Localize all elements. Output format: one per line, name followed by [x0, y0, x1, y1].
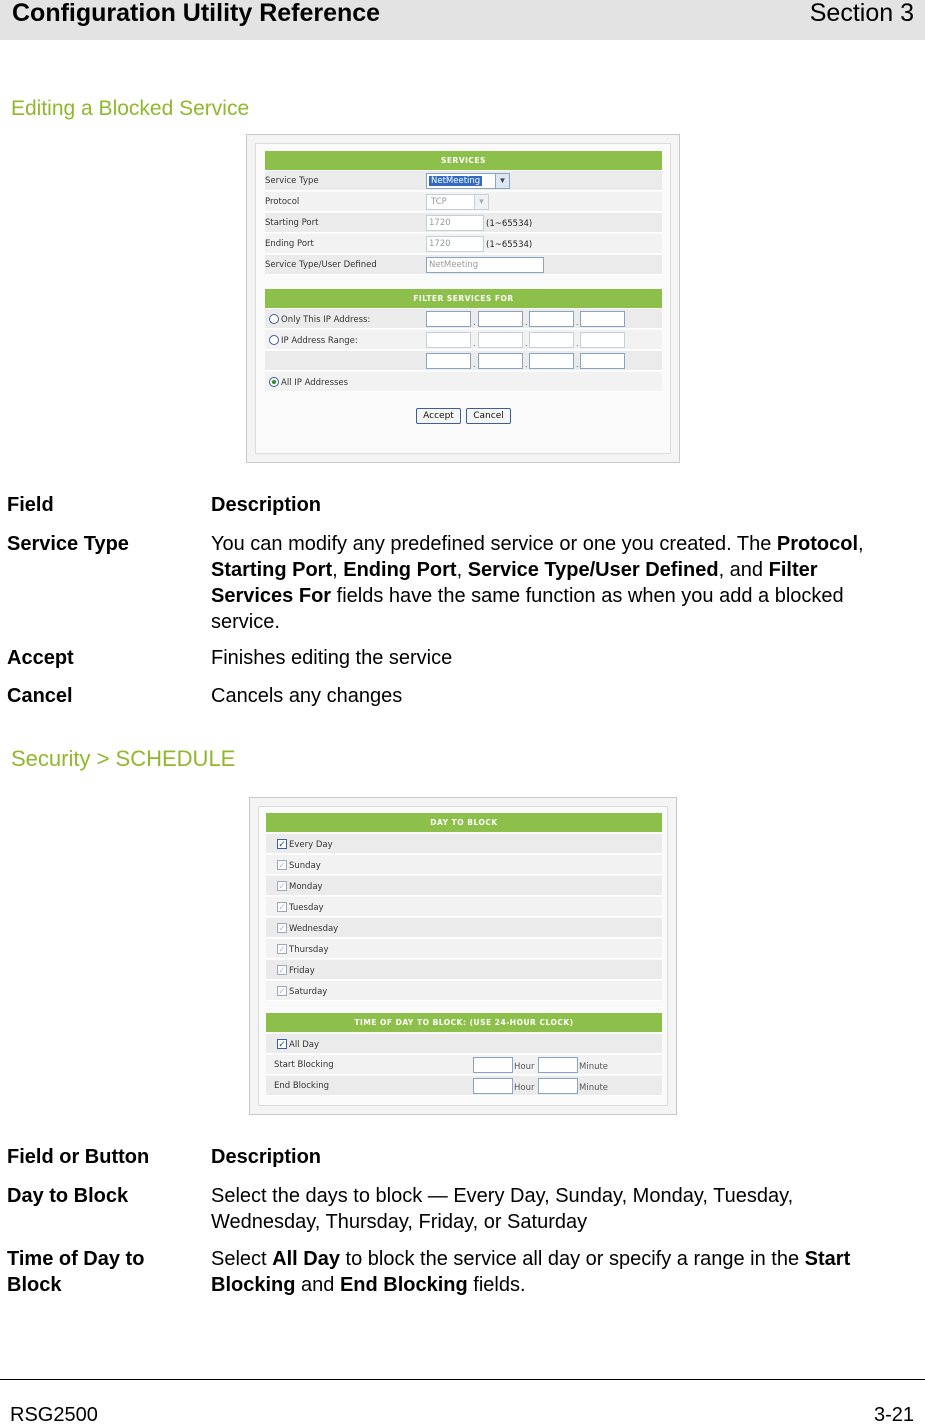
ip-dot: .: [473, 317, 476, 327]
wednesday-label: Wednesday: [289, 924, 339, 934]
ip-dot: .: [576, 338, 579, 348]
all-ip-label: All IP Addresses: [281, 378, 349, 388]
starting-port-input[interactable]: [426, 215, 484, 231]
table2-field-header: Field or Button: [7, 1146, 150, 1168]
figure1-caption: Editing a Blocked Service: [11, 97, 250, 120]
wednesday-checkbox[interactable]: ✓: [278, 923, 286, 933]
ip-range-label: IP Address Range:: [281, 336, 358, 346]
accept-button[interactable]: Accept: [416, 408, 461, 424]
only-ip-octet-1[interactable]: [426, 311, 471, 327]
footer-model: RSG2500: [10, 1404, 98, 1425]
range-end-octet-4[interactable]: [580, 353, 625, 369]
term-cancel: Cancel: [7, 685, 73, 707]
ending-port-value: 1720: [429, 239, 451, 249]
only-ip-octet-4[interactable]: [580, 311, 625, 327]
table2-description-header: Description: [211, 1146, 322, 1168]
service-type-label: Service Type: [265, 176, 319, 186]
end-minute-input[interactable]: [538, 1078, 578, 1094]
protocol-value: TCP: [431, 197, 447, 207]
user-defined-input[interactable]: [426, 257, 544, 273]
services-bar: SERVICES: [265, 151, 662, 170]
friday-label: Friday: [289, 966, 315, 976]
time-of-day-bar: TIME OF DAY TO BLOCK: (USE 24-HOUR CLOCK): [266, 1013, 662, 1032]
end-minute-label: Minute: [579, 1083, 609, 1093]
user-defined-value: NetMeeting: [429, 260, 479, 270]
range-start-octet-1[interactable]: [426, 332, 471, 348]
page-header: [0, 0, 925, 40]
all-day-checkbox[interactable]: ✓: [278, 1039, 286, 1049]
ending-port-label: Ending Port: [265, 239, 314, 249]
range-end-octet-2[interactable]: [478, 353, 523, 369]
service-type-value: NetMeeting: [431, 176, 481, 186]
desc-accept: Finishes editing the service: [211, 647, 453, 669]
starting-port-label: Starting Port: [265, 218, 319, 228]
every-day-checkbox[interactable]: ✓: [278, 839, 286, 849]
edit-blocked-service-screenshot: [246, 134, 680, 463]
only-ip-label: Only This IP Address:: [281, 315, 371, 325]
ip-dot: .: [525, 317, 528, 327]
ip-dot: .: [576, 317, 579, 327]
saturday-label: Saturday: [289, 987, 328, 997]
term-accept: Accept: [7, 647, 74, 669]
end-hour-input[interactable]: [473, 1078, 513, 1094]
header-title: Configuration Utility Reference: [12, 0, 381, 27]
day-row-friday: [266, 960, 662, 980]
filter-services-bar: FILTER SERVICES FOR: [265, 289, 662, 308]
saturday-checkbox[interactable]: ✓: [278, 986, 286, 996]
user-defined-label: Service Type/User Defined: [265, 260, 377, 270]
all-day-row: [266, 1034, 662, 1054]
every-day-label: Every Day: [289, 840, 333, 850]
end-hour-label: Hour: [514, 1083, 535, 1093]
term-service-type: Service Type: [7, 533, 129, 555]
ip-dot: .: [576, 359, 579, 369]
schedule-screenshot: [249, 797, 677, 1115]
desc-day-to-block: Select the days to block — Every Day, Sunday, Monday, Tuesday, Wednesday, Thursday, Friday, or Saturday: [211, 1185, 794, 1233]
starting-port-value: 1720: [429, 218, 451, 228]
figure2-caption: Security > SCHEDULE: [11, 746, 236, 771]
tuesday-label: Tuesday: [289, 903, 324, 913]
chevron-down-icon: ▼: [474, 195, 488, 209]
starting-port-hint: (1~65534): [486, 219, 533, 229]
only-ip-radio[interactable]: [269, 314, 279, 324]
footer-page-number: 3-21: [873, 1404, 914, 1425]
table1-field-header: Field: [7, 494, 54, 516]
ending-port-hint: (1~65534): [486, 240, 533, 250]
day-row-monday: [266, 876, 662, 896]
start-minute-label: Minute: [579, 1062, 609, 1072]
day-to-block-bar: DAY TO BLOCK: [266, 813, 662, 832]
only-ip-octet-3[interactable]: [529, 311, 574, 327]
day-row-tuesday: [266, 897, 662, 917]
range-start-octet-2[interactable]: [478, 332, 523, 348]
friday-checkbox[interactable]: ✓: [278, 965, 286, 975]
chevron-down-icon: ▼: [495, 174, 509, 188]
footer-rule: [0, 1379, 925, 1380]
ip-dot: .: [473, 359, 476, 369]
cancel-button[interactable]: Cancel: [466, 408, 511, 424]
header-section: Section 3: [809, 0, 914, 27]
ip-dot: .: [473, 338, 476, 348]
start-hour-label: Hour: [514, 1062, 535, 1072]
sunday-checkbox[interactable]: ✓: [278, 860, 286, 870]
monday-checkbox[interactable]: ✓: [278, 881, 286, 891]
term-day-to-block: Day to Block: [7, 1185, 129, 1207]
term-time-of-day: Time of Day to Block: [7, 1248, 145, 1296]
range-start-octet-4[interactable]: [580, 332, 625, 348]
range-end-octet-1[interactable]: [426, 353, 471, 369]
day-row-sunday: [266, 855, 662, 875]
desc-time-of-day: Select All Day to block the service all day or specify a range in the Start Blocking and End Blocking fields.: [211, 1248, 851, 1296]
all-ip-radio[interactable]: [269, 377, 279, 387]
ip-dot: .: [525, 338, 528, 348]
ip-dot: .: [525, 359, 528, 369]
range-start-octet-3[interactable]: [529, 332, 574, 348]
service-type-select[interactable]: [426, 173, 510, 189]
desc-cancel: Cancels any changes: [211, 685, 403, 707]
table1-description-header: Description: [211, 494, 322, 516]
sunday-label: Sunday: [289, 861, 321, 871]
thursday-label: Thursday: [289, 945, 329, 955]
tuesday-checkbox[interactable]: ✓: [278, 902, 286, 912]
end-blocking-label: End Blocking: [274, 1081, 329, 1091]
protocol-label: Protocol: [265, 197, 300, 207]
ending-port-input[interactable]: [426, 236, 484, 252]
ip-range-radio[interactable]: [269, 335, 279, 345]
all-day-label: All Day: [289, 1040, 320, 1050]
start-minute-input[interactable]: [538, 1057, 578, 1073]
thursday-checkbox[interactable]: ✓: [278, 944, 286, 954]
protocol-select[interactable]: [426, 194, 489, 210]
range-end-octet-3[interactable]: [529, 353, 574, 369]
monday-label: Monday: [289, 882, 323, 892]
desc-service-type: You can modify any predefined service or one you created. The Protocol, Starting Port, Ending Port, Service Type/User Defined, and Filter Services For fields have the same function as when you add a blocked service.: [211, 533, 864, 633]
only-ip-octet-2[interactable]: [478, 311, 523, 327]
start-blocking-label: Start Blocking: [274, 1060, 334, 1070]
start-hour-input[interactable]: [473, 1057, 513, 1073]
